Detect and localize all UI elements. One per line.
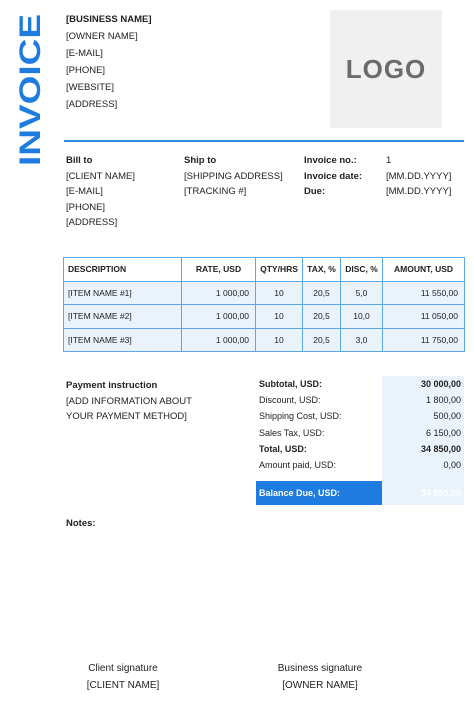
item-tax: 20,5 bbox=[303, 281, 341, 305]
item-disc: 10,0 bbox=[341, 305, 383, 329]
ship-to-block bbox=[184, 153, 283, 200]
item-amount: 11 550,00 bbox=[383, 281, 465, 305]
table-row bbox=[64, 305, 465, 329]
payment-instruction bbox=[66, 378, 192, 425]
sales-tax-value: 6 150,00 bbox=[382, 425, 464, 441]
table-header-row bbox=[64, 258, 465, 282]
amount-paid-label: Amount paid, USD: bbox=[259, 460, 337, 471]
item-disc: 3,0 bbox=[341, 328, 383, 352]
bill-to-heading: Bill to bbox=[66, 155, 93, 166]
invoice-meta-labels bbox=[304, 153, 362, 200]
balance-due-bar bbox=[256, 481, 464, 505]
business-email: [E-MAIL] bbox=[66, 48, 103, 59]
item-qty: 10 bbox=[256, 305, 303, 329]
item-qty: 10 bbox=[256, 281, 303, 305]
line-items-table bbox=[63, 257, 465, 352]
col-header: TAX, % bbox=[303, 258, 341, 282]
business-address: [ADDRESS] bbox=[66, 99, 118, 110]
amount-paid-row bbox=[256, 457, 464, 473]
shipping-value: 500,00 bbox=[382, 408, 464, 424]
item-qty: 10 bbox=[256, 328, 303, 352]
notes-section bbox=[66, 516, 96, 532]
discount-row bbox=[256, 392, 464, 408]
balance-due-value: 34 850,00 bbox=[382, 481, 464, 505]
client-signature-name: [CLIENT NAME] bbox=[86, 680, 160, 691]
item-description: [ITEM NAME #3] bbox=[64, 328, 182, 352]
col-header: DESCRIPTION bbox=[64, 258, 182, 282]
business-signature-label: Business signature bbox=[277, 663, 363, 674]
total-value: 34 850,00 bbox=[382, 441, 464, 457]
item-rate: 1 000,00 bbox=[182, 281, 256, 305]
totals-summary bbox=[256, 376, 464, 505]
col-header: DISC, % bbox=[341, 258, 383, 282]
amount-paid-value: 0,00 bbox=[382, 457, 464, 473]
item-amount: 11 050,00 bbox=[383, 305, 465, 329]
discount-label: Discount, USD: bbox=[259, 395, 321, 406]
item-description: [ITEM NAME #1] bbox=[64, 281, 182, 305]
invoice-title bbox=[2, 8, 46, 168]
owner-name: [OWNER NAME] bbox=[66, 31, 138, 42]
total-row bbox=[256, 441, 464, 457]
header-divider bbox=[64, 140, 464, 142]
shipping-row bbox=[256, 408, 464, 424]
shipping-address: [SHIPPING ADDRESS] bbox=[184, 170, 283, 182]
col-header: RATE, USD bbox=[182, 258, 256, 282]
client-email: [E-MAIL] bbox=[66, 186, 103, 197]
col-header: AMOUNT, USD bbox=[383, 258, 465, 282]
shipping-label: Shipping Cost, USD: bbox=[259, 411, 342, 422]
client-address: [ADDRESS] bbox=[66, 217, 118, 228]
invoice-no-value: 1 bbox=[386, 155, 392, 166]
table-row bbox=[64, 281, 465, 305]
item-description: [ITEM NAME #2] bbox=[64, 305, 182, 329]
invoice-date-value: [MM.DD.YYYY] bbox=[386, 170, 452, 182]
table-row bbox=[64, 328, 465, 352]
logo-placeholder bbox=[330, 10, 442, 128]
payment-line-2: YOUR PAYMENT METHOD] bbox=[66, 411, 187, 422]
col-header: QTY/HRS bbox=[256, 258, 303, 282]
total-label: Total, USD: bbox=[259, 443, 307, 454]
notes-label: Notes: bbox=[66, 518, 96, 529]
item-tax: 20,5 bbox=[303, 328, 341, 352]
client-signature bbox=[70, 660, 176, 694]
balance-due-label: Balance Due, USD: bbox=[259, 488, 341, 499]
subtotal-label: Subtotal, USD: bbox=[259, 379, 322, 390]
tracking-number: [TRACKING #] bbox=[184, 186, 247, 197]
payment-line-1: [ADD INFORMATION ABOUT bbox=[66, 395, 192, 407]
payment-heading: Payment instruction bbox=[66, 380, 158, 391]
invoice-date-label: Invoice date: bbox=[304, 170, 363, 182]
invoice-no-label: Invoice no.: bbox=[304, 155, 357, 166]
sales-tax-label: Sales Tax, USD: bbox=[259, 427, 325, 438]
due-value: [MM.DD.YYYY] bbox=[386, 186, 452, 197]
item-rate: 1 000,00 bbox=[182, 328, 256, 352]
subtotal-value: 30 000,00 bbox=[382, 376, 464, 392]
discount-value: 1 800,00 bbox=[382, 392, 464, 408]
sales-tax-row bbox=[256, 425, 464, 441]
item-amount: 11 750,00 bbox=[383, 328, 465, 352]
business-phone: [PHONE] bbox=[66, 65, 106, 76]
summary-spacer bbox=[256, 473, 464, 481]
business-signature bbox=[262, 660, 378, 694]
subtotal-row bbox=[256, 376, 464, 392]
client-phone: [PHONE] bbox=[66, 201, 106, 213]
ship-to-heading: Ship to bbox=[184, 155, 217, 166]
invoice-title-text: INVOICE bbox=[14, 42, 46, 166]
business-info bbox=[66, 11, 152, 113]
logo-text: LOGO bbox=[345, 53, 427, 84]
due-label: Due: bbox=[304, 186, 326, 197]
invoice-meta-values bbox=[386, 153, 451, 200]
business-name: [BUSINESS NAME] bbox=[66, 14, 152, 25]
bill-to-block bbox=[66, 153, 135, 231]
item-disc: 5,0 bbox=[341, 281, 383, 305]
item-tax: 20,5 bbox=[303, 305, 341, 329]
client-name: [CLIENT NAME] bbox=[66, 170, 135, 182]
item-rate: 1 000,00 bbox=[182, 305, 256, 329]
business-website: [WEBSITE] bbox=[66, 82, 115, 93]
client-signature-label: Client signature bbox=[88, 663, 158, 674]
business-signature-name: [OWNER NAME] bbox=[282, 680, 358, 691]
